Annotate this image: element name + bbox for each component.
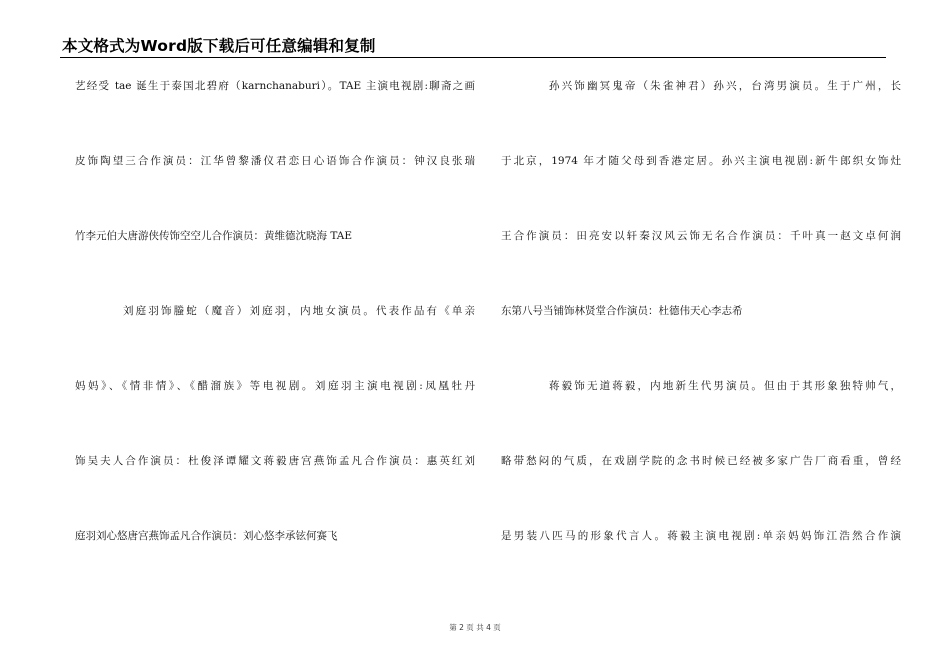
page-number-footer: 第 2 页 共 4 页 xyxy=(449,623,501,632)
text-line: 于北京，1974 年才随父母到香港定居。孙兴主演电视剧:新牛郎织女饰灶 xyxy=(501,155,901,167)
text-line: 妈妈》、《情非情》、《醋溜族》等电视剧。刘庭羽主演电视剧:凤凰牡丹 xyxy=(75,380,475,392)
text-line: 皮饰陶望三合作演员：江华曾黎潘仪君恋日心语饰合作演员：钟汉良张瑞 xyxy=(75,155,475,167)
text-line: 是男装八匹马的形象代言人。蒋毅主演电视剧:单亲妈妈饰江浩然合作演 xyxy=(501,530,901,542)
paragraph-start-line: 孙兴饰幽冥鬼帝（朱雀神君）孙兴，台湾男演员。生于广州，长 xyxy=(549,80,901,92)
text-line: 王合作演员：田亮安以轩秦汉风云饰无名合作演员：千叶真一赵文卓何润 xyxy=(501,230,901,242)
left-text-column xyxy=(75,0,475,640)
paragraph-start-line: 刘庭羽饰螣蛇（魔音）刘庭羽，内地女演员。代表作品有《单亲 xyxy=(123,305,475,317)
right-text-column xyxy=(501,0,901,640)
text-line: 庭羽刘心悠唐宫燕饰孟凡合作演员：刘心悠李承铉何赛飞 xyxy=(75,530,338,542)
text-line: 饰吴夫人合作演员：杜俊泽谭耀文蒋毅唐宫燕饰孟凡合作演员：惠英红刘 xyxy=(75,455,475,467)
text-line: 略带愁闷的气质，在戏剧学院的念书时候已经被多家广告厂商看重，曾经 xyxy=(501,455,901,467)
text-line: 东第八号当铺饰林贤堂合作演员：杜德伟天心李志希 xyxy=(501,305,743,317)
text-line: 竹李元伯大唐游侠传饰空空儿合作演员：黄维德沈晓海 TAE xyxy=(75,230,353,242)
text-line: 艺经受 tae 诞生于泰国北碧府（karnchanaburi）。TAE 主演电视剧:聊斋之画 xyxy=(75,80,475,92)
paragraph-start-line: 蒋毅饰无道蒋毅，内地新生代男演员。但由于其形象独特帅气， xyxy=(549,380,901,392)
page-header-title: 本文格式为Word版下载后可任意编辑和复制 xyxy=(62,37,376,55)
